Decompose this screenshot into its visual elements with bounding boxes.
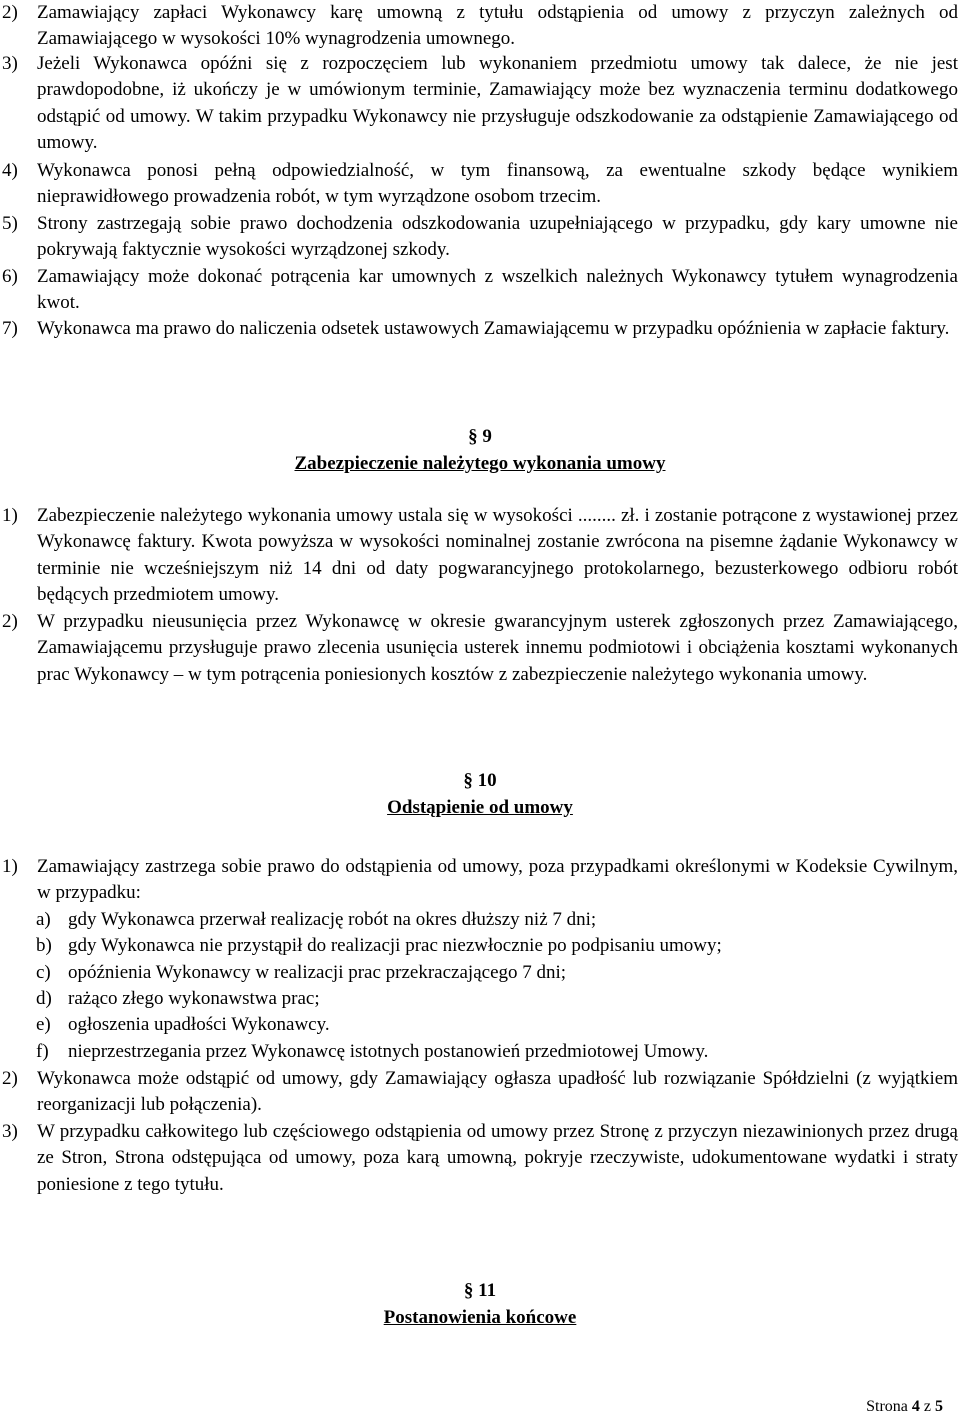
sub-list-item (36, 933, 958, 959)
item-text: Wykonawca ponosi pełną odpowiedzialność, w tym finansową, za ewentualne szkody będące wynikiem nieprawidłowego prowadzenia robót, w tym wyrządzone osobom trzecim. (37, 160, 958, 208)
sub-item-letter: c) (36, 962, 51, 983)
sub-item-text: nieprzestrzegania przez Wykonawcę istotnych postanowień przedmiotowej Umowy. (68, 1041, 709, 1062)
footer-total-pages: 5 (935, 1398, 943, 1415)
item-text: Zamawiający może dokonać potrącenia kar umownych z wszelkich należnych Wykonawcy tytułem wynagrodzenia kwot. (37, 266, 958, 314)
item-number: 1) (2, 505, 18, 526)
section-title: Odstąpienie od umowy (387, 797, 573, 818)
item-number: 6) (2, 266, 18, 287)
list-item (2, 316, 958, 342)
item-number: 3) (2, 53, 18, 74)
section-number: § 10 (463, 770, 497, 791)
item-number: 1) (2, 856, 18, 877)
list-item (2, 51, 958, 157)
list-item (2, 503, 958, 609)
list-item (2, 1066, 958, 1119)
sub-item-letter: f) (36, 1041, 49, 1062)
list-item (2, 609, 958, 688)
list-item (2, 211, 958, 264)
footer-label: Strona (866, 1398, 908, 1415)
list-item (2, 0, 958, 53)
sub-item-text: gdy Wykonawca nie przystąpił do realizacji prac niezwłocznie po podpisaniu umowy; (68, 935, 722, 956)
footer-separator: z (923, 1398, 931, 1415)
item-text: Zamawiający zapłaci Wykonawcy karę umowną z tytułu odstąpienia od umowy z przyczyn zależnych od Zamawiającego w wysokości 10% wynagrodzenia umownego. (37, 2, 958, 50)
sub-list-item (36, 1039, 958, 1065)
list-item (2, 1119, 958, 1198)
sub-item-text: ogłoszenia upadłości Wykonawcy. (68, 1014, 330, 1035)
item-number: 2) (2, 2, 18, 23)
section-title: Zabezpieczenie należytego wykonania umowy (294, 453, 666, 474)
item-text: Zabezpieczenie należytego wykonania umowy ustala się w wysokości ........ zł. i zostanie potrącone z wystawionej przez Wykonawcę faktury. Kwota powyższa w wysokości nominalnej zostanie zwrócona na pisemne żądanie Wykonawcy w terminie nie wcześniejszym niż 14 dni od daty pogwarancyjnego protokolarnego, bezusterkowego odbioru robót będących przedmiotem umowy. (37, 505, 958, 606)
section-title: Postanowienia końcowe (383, 1307, 577, 1328)
section-number: § 9 (468, 426, 492, 447)
sub-list-item (36, 960, 958, 986)
page-footer (866, 1397, 943, 1417)
item-number: 3) (2, 1121, 18, 1142)
item-number: 7) (2, 318, 18, 339)
item-text: Zamawiający zastrzega sobie prawo do odstąpienia od umowy, poza przypadkami określonymi w Kodeksie Cywilnym, w przypadku: (37, 856, 958, 904)
sub-item-letter: b) (36, 935, 52, 956)
item-text: Wykonawca ma prawo do naliczenia odsetek ustawowych Zamawiającemu w przypadku opóźnienia w zapłacie faktury. (37, 318, 950, 339)
item-text: W przypadku całkowitego lub częściowego odstąpienia od umowy przez Stronę z przyczyn niezawinionych przez drugą ze Stron, Strona odstępująca od umowy, poza karą umowną, pokryje rzeczywiste, udokumentowane wydatki i straty poniesione z tego tytułu. (37, 1121, 958, 1195)
sub-item-letter: e) (36, 1014, 51, 1035)
footer-current-page: 4 (911, 1398, 920, 1415)
item-text: W przypadku nieusunięcia przez Wykonawcę w okresie gwarancyjnym usterek zgłoszonych przez Zamawiającego, Zamawiającemu przysługuje prawo zlecenia usunięcia usterek innemu podmiotowi i obciążenia kosztami wykonanych prac Wykonawcy – w tym potrącenia poniesionych kosztów z zabezpieczenie należytego wykonania umowy. (37, 611, 958, 685)
item-text: Wykonawca może odstąpić od umowy, gdy Zamawiający ogłasza upadłość lub rozwiązanie Spółdzielni (z wyjątkiem reorganizacji lub połączenia). (37, 1068, 958, 1116)
item-text: Jeżeli Wykonawca opóźni się z rozpoczęciem lub wykonaniem przedmiotu umowy tak dalece, że nie jest prawdopodobne, iż ukończy je w umówionym terminie, Zamawiający może bez wyznaczenia terminu dodatkowego odstąpić od umowy. W takim przypadku Wykonawcy nie przysługuje odszkodowanie za odstąpienie Zamawiającego od umowy. (37, 53, 958, 154)
sub-item-text: opóźnienia Wykonawcy w realizacji prac przekraczającego 7 dni; (68, 962, 567, 983)
item-number: 2) (2, 611, 18, 632)
sub-list-item (36, 1012, 958, 1038)
section-number: § 11 (463, 1280, 497, 1301)
item-text: Strony zastrzegają sobie prawo dochodzenia odszkodowania uzupełniającego w przypadku, gdy kary umowne nie pokrywają faktycznie wysokości wyrządzonej szkody. (37, 213, 958, 261)
list-item (2, 854, 958, 907)
sub-item-letter: d) (36, 988, 52, 1009)
item-number: 4) (2, 160, 18, 181)
item-number: 5) (2, 213, 18, 234)
sub-item-text: gdy Wykonawca przerwał realizację robót na okres dłuższy niż 7 dni; (68, 909, 597, 930)
sub-list-item (36, 907, 958, 933)
list-item (2, 158, 958, 211)
list-item (2, 264, 958, 317)
item-number: 2) (2, 1068, 18, 1089)
sub-list-item (36, 986, 958, 1012)
sub-item-text: rażąco złego wykonawstwa prac; (68, 988, 320, 1009)
sub-item-letter: a) (36, 909, 51, 930)
